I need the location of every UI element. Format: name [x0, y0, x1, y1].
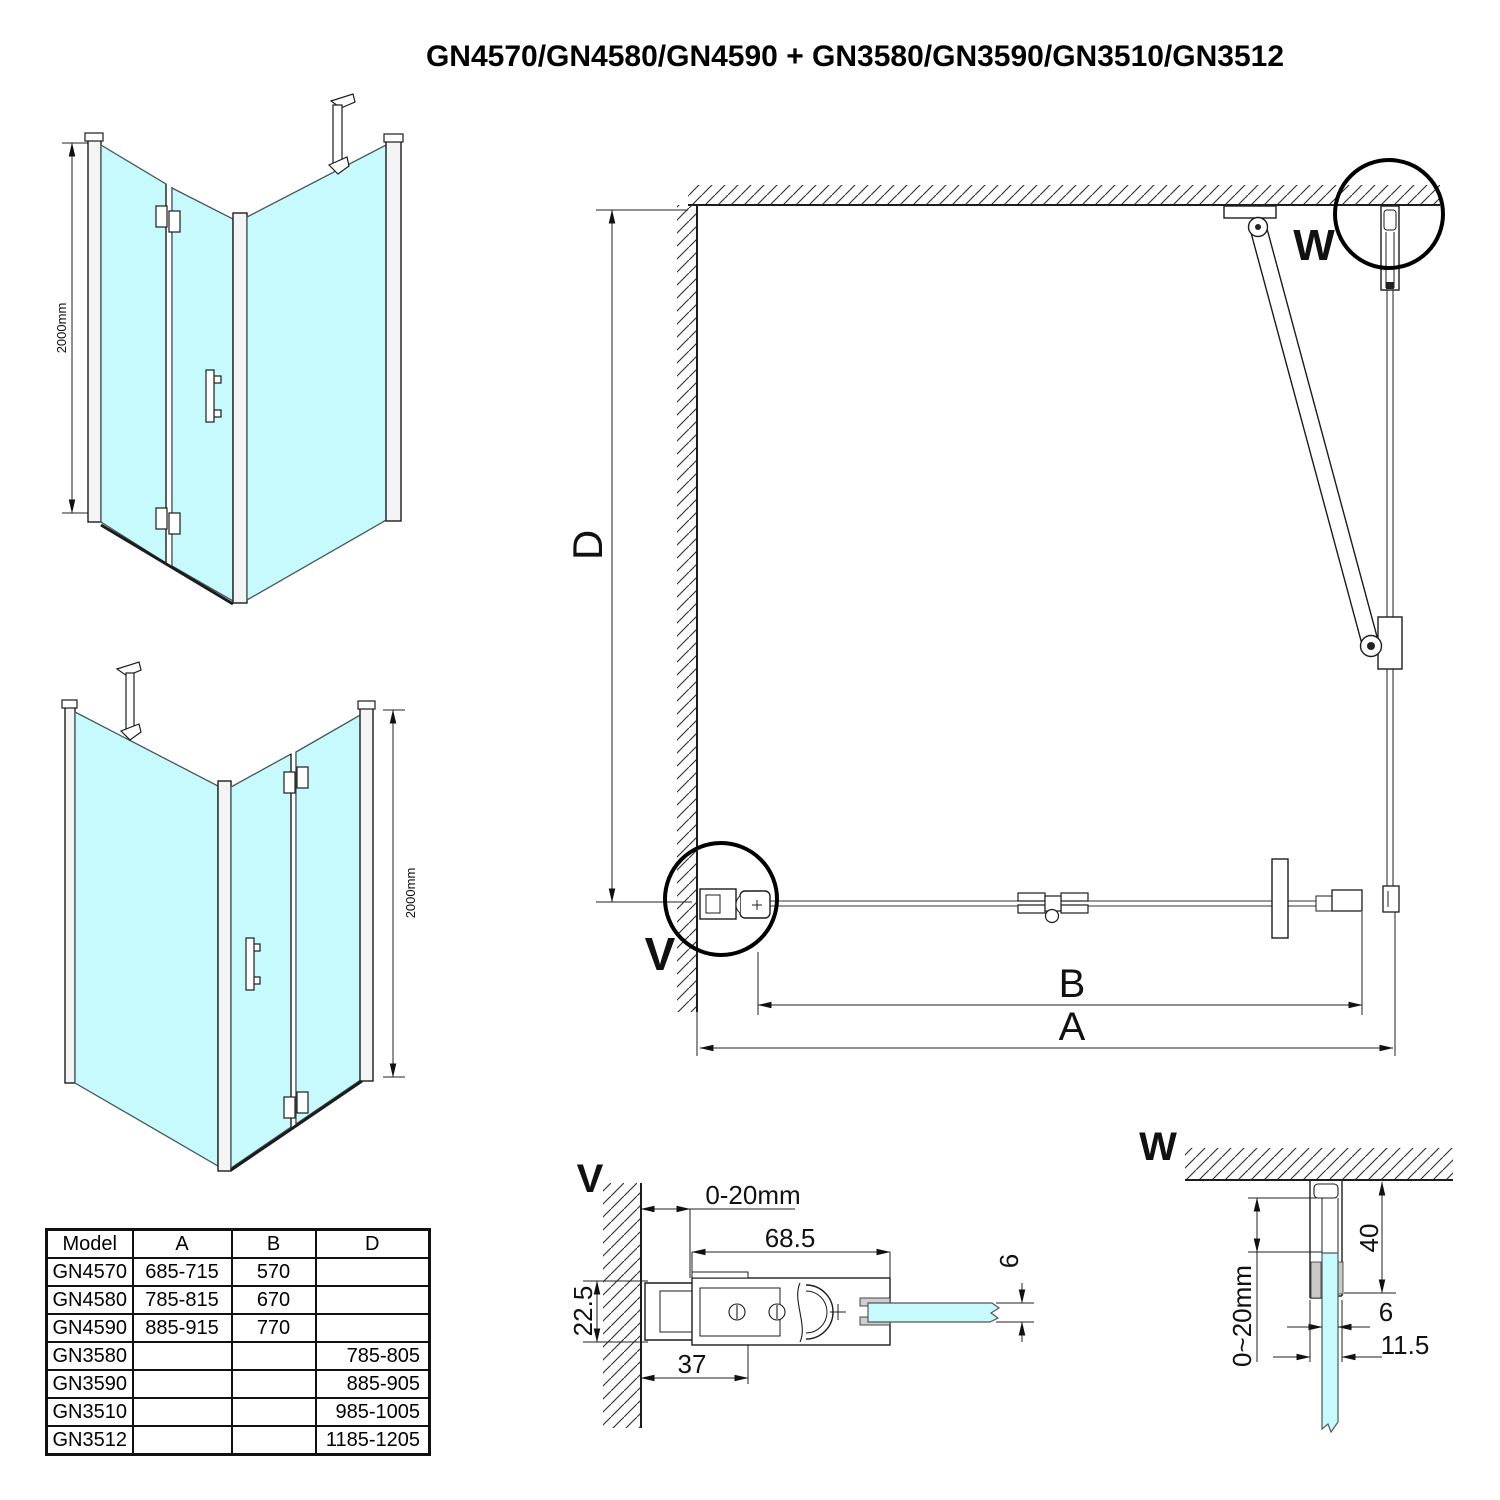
cell-a: [133, 1398, 232, 1426]
iso1-side-panel-glass: [247, 144, 388, 600]
iso1-wall-profile-cap: [85, 133, 103, 141]
iso1-wall-profile: [88, 138, 101, 522]
plan-wall-profile-v: [700, 889, 770, 919]
cell-model: GN4570: [47, 1258, 133, 1286]
plan-dim-b-label: B: [1058, 962, 1086, 1006]
page-title: GN4570/GN4580/GN4590 + GN3580/GN3590/GN3510/GN3512: [425, 40, 1285, 73]
plan-brace-bar: [1250, 225, 1379, 648]
table-row: [47, 1286, 430, 1314]
cell-a: 885-915: [133, 1314, 232, 1342]
iso1-door-panel-2-glass: [172, 188, 233, 601]
detail-v-glass: [868, 1303, 999, 1322]
iso2-corner-profile: [218, 781, 231, 1171]
cell-a: 785-815: [133, 1286, 232, 1314]
plan-top-wall-hatch: [688, 185, 1440, 205]
detail-v-dim-glass: [996, 1283, 1034, 1342]
table-row: [47, 1426, 430, 1455]
cell-b: [232, 1342, 316, 1370]
cell-model: GN4580: [47, 1286, 133, 1314]
iso1-ceiling-support-bar: [329, 94, 355, 174]
cell-a: [133, 1370, 232, 1398]
col-header-b: B: [232, 1230, 316, 1259]
cell-b: [232, 1426, 316, 1455]
cell-d: 785-805: [316, 1342, 430, 1370]
model-spec-table: [45, 1228, 431, 1456]
detail-w-dim-adjust-label: 0~20mm: [1227, 1265, 1257, 1367]
plan-center-hinge: [1018, 893, 1088, 923]
table-row: [47, 1314, 430, 1342]
detail-w-dim-glass-label: 6: [1378, 1297, 1394, 1327]
plan-view: [564, 160, 1443, 1056]
plan-detail-w-label: W: [1293, 221, 1335, 270]
detail-v-dim-adjust-label: 0-20mm: [705, 1180, 801, 1210]
plan-dim-a-label: A: [1058, 1005, 1086, 1049]
iso2-wall-profile-cap: [62, 700, 77, 708]
plan-brace-pivot-bottom: [1361, 636, 1382, 657]
cell-b: [232, 1398, 316, 1426]
cell-model: GN3590: [47, 1370, 133, 1398]
plan-dim-a: [700, 912, 1395, 1056]
cell-model: GN3512: [47, 1426, 133, 1455]
detail-v-profile: [645, 1272, 890, 1345]
iso-view-left-hinged: [54, 94, 403, 604]
cell-model: GN3510: [47, 1398, 133, 1426]
cell-b: 770: [232, 1314, 316, 1342]
table-row: [47, 1398, 430, 1426]
detail-v-dim-glass-label: 6: [994, 1253, 1024, 1269]
plan-door-handle: [1272, 859, 1288, 938]
plan-door-end-block: [1316, 886, 1399, 912]
cell-a: 685-715: [133, 1258, 232, 1286]
iso1-side-frame: [386, 139, 401, 521]
cell-b: [232, 1370, 316, 1398]
iso2-ceiling-support-bar: [117, 662, 141, 740]
cell-a: [133, 1342, 232, 1370]
plan-brace-pivot-top: [1249, 218, 1268, 237]
detail-w-label: W: [1139, 1125, 1177, 1169]
iso-view-right-hinged: [62, 662, 418, 1171]
detail-w-view: [1139, 1125, 1453, 1432]
iso2-door-panel-1-glass: [231, 754, 291, 1168]
iso2-height-dimension: [383, 710, 405, 1077]
iso2-height-label: 2000mm: [403, 867, 418, 919]
cell-b: 570: [232, 1258, 316, 1286]
iso1-height-label: 2000mm: [54, 302, 69, 354]
plan-detail-v-label: V: [644, 928, 676, 980]
detail-v-view: [568, 1157, 1034, 1428]
detail-v-dim-width-label: 68.5: [764, 1223, 816, 1253]
detail-w-ceiling-hatch: [1185, 1148, 1453, 1180]
detail-v-dim-depth-label: 22.5: [568, 1285, 598, 1337]
cell-b: 670: [232, 1286, 316, 1314]
col-header-d: D: [316, 1230, 430, 1259]
detail-w-glass: [1322, 1253, 1338, 1432]
detail-v-wall-hatch: [603, 1183, 641, 1428]
iso1-corner-profile: [233, 213, 247, 603]
cell-model: GN4590: [47, 1314, 133, 1342]
cell-d: 985-1005: [316, 1398, 430, 1426]
detail-v-label: V: [576, 1157, 604, 1201]
table-header-row: [47, 1230, 430, 1259]
col-header-model: Model: [47, 1230, 133, 1259]
detail-v-dim-rail-label: 37: [677, 1349, 707, 1379]
cell-d: [316, 1286, 430, 1314]
cell-d: [316, 1258, 430, 1286]
detail-w-dim-width-label: 11.5: [1380, 1330, 1430, 1360]
cell-a: [133, 1426, 232, 1455]
table-row: [47, 1258, 430, 1286]
cell-d: 1185-1205: [316, 1426, 430, 1455]
plan-left-wall-hatch: [677, 205, 697, 1012]
table-row: [47, 1342, 430, 1370]
plan-wall-bracket: [1224, 206, 1276, 218]
plan-dim-d-label: D: [564, 529, 611, 561]
cell-d: 885-905: [316, 1370, 430, 1398]
iso2-side-frame: [360, 706, 373, 1081]
table-row: [47, 1370, 430, 1398]
iso2-side-panel-glass: [75, 712, 218, 1166]
iso2-side-frame-cap: [358, 701, 375, 709]
detail-w-dim-height-label: 40: [1354, 1223, 1384, 1253]
plan-ceiling-bracket: [1381, 206, 1399, 290]
iso1-side-frame-cap: [384, 134, 403, 142]
cell-d: [316, 1314, 430, 1342]
plan-side-panel: [1387, 208, 1393, 888]
iso2-wall-profile: [65, 705, 75, 1083]
col-header-a: A: [133, 1230, 232, 1259]
cell-model: GN3580: [47, 1342, 133, 1370]
